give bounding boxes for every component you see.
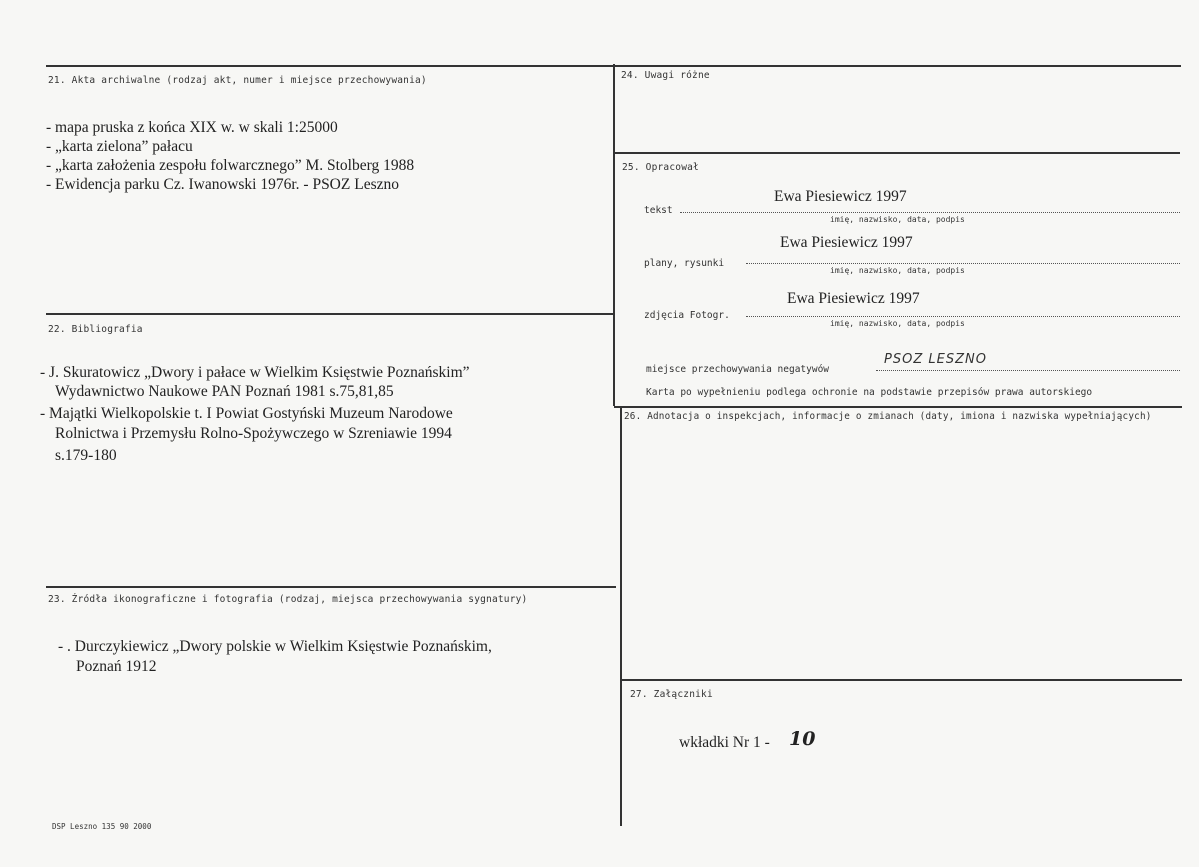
- section-24-header: 24. Uwagi różne: [621, 70, 710, 81]
- section-23-line: Poznań 1912: [76, 658, 157, 675]
- section-26-header: 26. Adnotacja o inspekcjach, informacje o zmianach (daty, imiona i nazwiska wypełniających): [624, 411, 1152, 422]
- plany-label: plany, rysunki: [644, 258, 725, 269]
- section-22-line: s.179-180: [55, 447, 117, 464]
- section-21-item: - mapa pruska z końca XIX w. w skali 1:25000: [46, 119, 338, 136]
- copyright-note: Karta po wypełnieniu podlega ochronie na podstawie przepisów prawa autorskiego: [646, 387, 1093, 398]
- negatives-label: miejsce przechowywania negatywów: [646, 364, 830, 375]
- negatives-dotted-line: [876, 370, 1180, 371]
- section-21-item: - Ewidencja parku Cz. Iwanowski 1976r. - PSOZ Leszno: [46, 176, 399, 193]
- rule-21-22: [46, 313, 614, 315]
- print-info: DSP Leszno 135 90 2000: [52, 822, 152, 831]
- plany-dotted-line: [746, 263, 1180, 264]
- section-22-line: - J. Skuratowicz „Dwory i pałace w Wielkim Księstwie Poznańskim”: [40, 364, 470, 381]
- plany-author: Ewa Piesiewicz 1997: [780, 234, 913, 251]
- zdjecia-caption: imię, nazwisko, data, podpis: [830, 319, 965, 328]
- tekst-label: tekst: [644, 205, 673, 216]
- section-22-line: Rolnictwa i Przemysłu Rolno-Spożywczego w Szreniawie 1994: [55, 425, 452, 442]
- rule-22-23: [46, 586, 616, 588]
- zdjecia-author: Ewa Piesiewicz 1997: [787, 290, 920, 307]
- section-23-header: 23. Źródła ikonograficzne i fotografia (rodzaj, miejsca przechowywania sygnatury): [48, 594, 528, 605]
- section-21-header: 21. Akta archiwalne (rodzaj akt, numer i miejsce przechowywania): [48, 75, 427, 86]
- attachments-text: wkładki Nr 1 -: [679, 734, 770, 751]
- zdjecia-label: zdjęcia Fotogr.: [644, 310, 730, 321]
- section-25-header: 25. Opracował: [622, 162, 699, 173]
- rule-26-27: [620, 679, 1182, 681]
- rule-24-25: [614, 152, 1180, 154]
- plany-caption: imię, nazwisko, data, podpis: [830, 266, 965, 275]
- section-27-header: 27. Załączniki: [630, 689, 713, 700]
- attachments-number: 10: [789, 728, 816, 750]
- rule-25-26: [614, 406, 1182, 408]
- section-22-line: - Majątki Wielkopolskie t. I Powiat Gostyński Muzeum Narodowe: [40, 405, 453, 422]
- center-divider-lower: [620, 406, 622, 826]
- zdjecia-dotted-line: [746, 316, 1180, 317]
- section-22-line: Wydawnictwo Naukowe PAN Poznań 1981 s.75,81,85: [55, 383, 394, 400]
- tekst-caption: imię, nazwisko, data, podpis: [830, 215, 965, 224]
- center-divider-upper: [613, 64, 615, 406]
- negatives-location: PSOZ LESZNO: [884, 352, 987, 367]
- tekst-dotted-line: [680, 212, 1180, 213]
- tekst-author: Ewa Piesiewicz 1997: [774, 188, 907, 205]
- section-23-line: - . Durczykiewicz „Dwory polskie w Wielkim Księstwie Poznańskim,: [58, 638, 492, 655]
- section-22-header: 22. Bibliografia: [48, 324, 143, 335]
- section-21-item: - „karta zielona” pałacu: [46, 138, 193, 155]
- section-21-item: - „karta założenia zespołu folwarcznego” M. Stolberg 1988: [46, 157, 415, 174]
